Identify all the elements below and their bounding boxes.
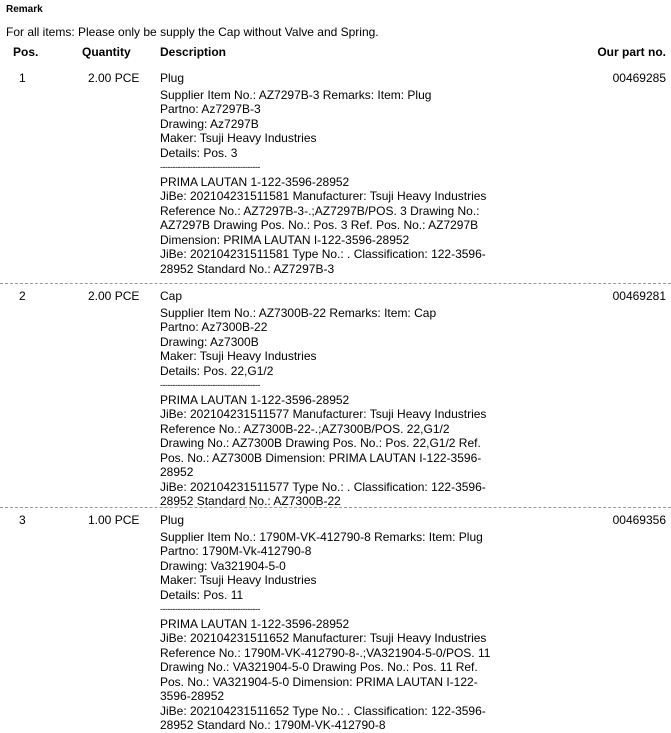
desc-line: JiBe: 202104231511577 Manufacturer: Tsuji Heavy Industries [160, 407, 487, 421]
desc-line: Supplier Item No.: AZ7297B-3 Remarks: Item: Plug [160, 87, 432, 102]
header-pos: Pos. [13, 45, 39, 59]
item-pos: 1 [19, 71, 26, 85]
desc-line: Maker: Tsuji Heavy Industries [160, 349, 317, 363]
desc-line: JiBe: 202104231511652 Manufacturer: Tsuji Heavy Industries [160, 631, 487, 645]
desc-line: Partno: Az7300B-22 [160, 320, 268, 334]
desc-line: Details: Pos. 22,G1/2 [160, 363, 274, 378]
desc-line: Drawing: Va321904-5-0 [160, 558, 286, 573]
header-description: Description [160, 45, 227, 59]
item-part-no: 00469285 [612, 71, 666, 85]
desc-line: Reference No.: AZ7297B-3-.;AZ7297B/POS. 3 Drawing No.: [160, 203, 480, 218]
desc-line: Drawing No.: VA321904-5-0 Drawing Pos. No.: Pos. 11 Ref. [160, 660, 478, 674]
desc-line: Partno: Az7297B-3 [160, 102, 261, 116]
desc-line: AZ7297B Drawing Pos. No.: Pos. 3 Ref. Pos. No.: AZ7297B [160, 218, 479, 232]
desc-line: Drawing: Az7297B [160, 116, 259, 131]
desc-line: JiBe: 202104231511581 Type No.: . Classification: 122-3596- [160, 247, 486, 261]
row-divider [0, 283, 671, 284]
desc-line: Maker: Tsuji Heavy Industries [160, 131, 317, 145]
row-divider [0, 507, 671, 508]
item-quantity: 1.00 PCE [88, 513, 140, 527]
desc-line: Supplier Item No.: AZ7300B-22 Remarks: Item: Cap [160, 305, 437, 320]
desc-line: Supplier Item No.: 1790M-VK-412790-8 Remarks: Item: Plug [160, 529, 483, 544]
remark-text: For all items: Please only be supply the Cap without Valve and Spring. [6, 25, 379, 39]
item-description [160, 513, 510, 733]
desc-line: Pos. No.: VA321904-5-0 Dimension: PRIMA LAUTAN I-122- [160, 674, 478, 689]
desc-separator-line: ---------------------------------------- [160, 162, 260, 172]
item-description [160, 71, 510, 276]
remark-heading: Remark [6, 4, 43, 15]
desc-line: Details: Pos. 11 [160, 587, 244, 602]
desc-line: Drawing: Az7300B [160, 334, 259, 349]
item-part-no: 00469356 [612, 513, 666, 527]
desc-separator-line: ---------------------------------------- [160, 604, 260, 614]
desc-line: Reference No.: 1790M-VK-412790-8-.;VA321904-5-0/POS. 11 [160, 645, 491, 660]
desc-line: Dimension: PRIMA LAUTAN I-122-3596-28952 [160, 232, 410, 247]
item-title: Plug [160, 71, 185, 85]
desc-line: Pos. No.: AZ7300B Dimension: PRIMA LAUTAN I-122-3596- [160, 450, 482, 465]
desc-line: Partno: 1790M-Vk-412790-8 [160, 544, 312, 558]
header-part-no: Our part no. [597, 45, 666, 59]
desc-line: JiBe: 202104231511652 Type No.: . Classification: 122-3596- [160, 703, 486, 718]
item-pos: 2 [19, 289, 26, 303]
desc-line: 28952 [160, 465, 194, 479]
item-title: Plug [160, 513, 185, 527]
item-quantity: 2.00 PCE [88, 71, 140, 85]
desc-line: PRIMA LAUTAN 1-122-3596-28952 [160, 174, 350, 189]
desc-line: Reference No.: AZ7300B-22-.;AZ7300B/POS. 22,G1/2 [160, 421, 450, 436]
desc-line: 28952 Standard No.: AZ7297B-3 [160, 261, 335, 276]
desc-line: Details: Pos. 3 [160, 145, 238, 160]
item-title: Cap [160, 289, 183, 303]
desc-line: PRIMA LAUTAN 1-122-3596-28952 [160, 392, 350, 407]
desc-line: PRIMA LAUTAN 1-122-3596-28952 [160, 616, 350, 631]
item-description [160, 289, 510, 509]
desc-line: JiBe: 202104231511577 Type No.: . Classification: 122-3596- [160, 479, 486, 494]
item-part-no: 00469281 [612, 289, 666, 303]
desc-line: 3596-28952 [160, 689, 225, 703]
desc-line: Maker: Tsuji Heavy Industries [160, 573, 317, 587]
item-quantity: 2.00 PCE [88, 289, 140, 303]
desc-separator-line: ---------------------------------------- [160, 380, 260, 390]
header-quantity: Quantity [82, 45, 131, 59]
desc-line: 28952 Standard No.: 1790M-VK-412790-8 [160, 718, 386, 732]
item-pos: 3 [19, 513, 26, 527]
desc-line: JiBe: 202104231511581 Manufacturer: Tsuji Heavy Industries [160, 189, 487, 203]
desc-line: 28952 Standard No.: AZ7300B-22 [160, 494, 341, 508]
desc-line: Drawing No.: AZ7300B Drawing Pos. No.: Pos. 22,G1/2 Ref. [160, 436, 481, 450]
